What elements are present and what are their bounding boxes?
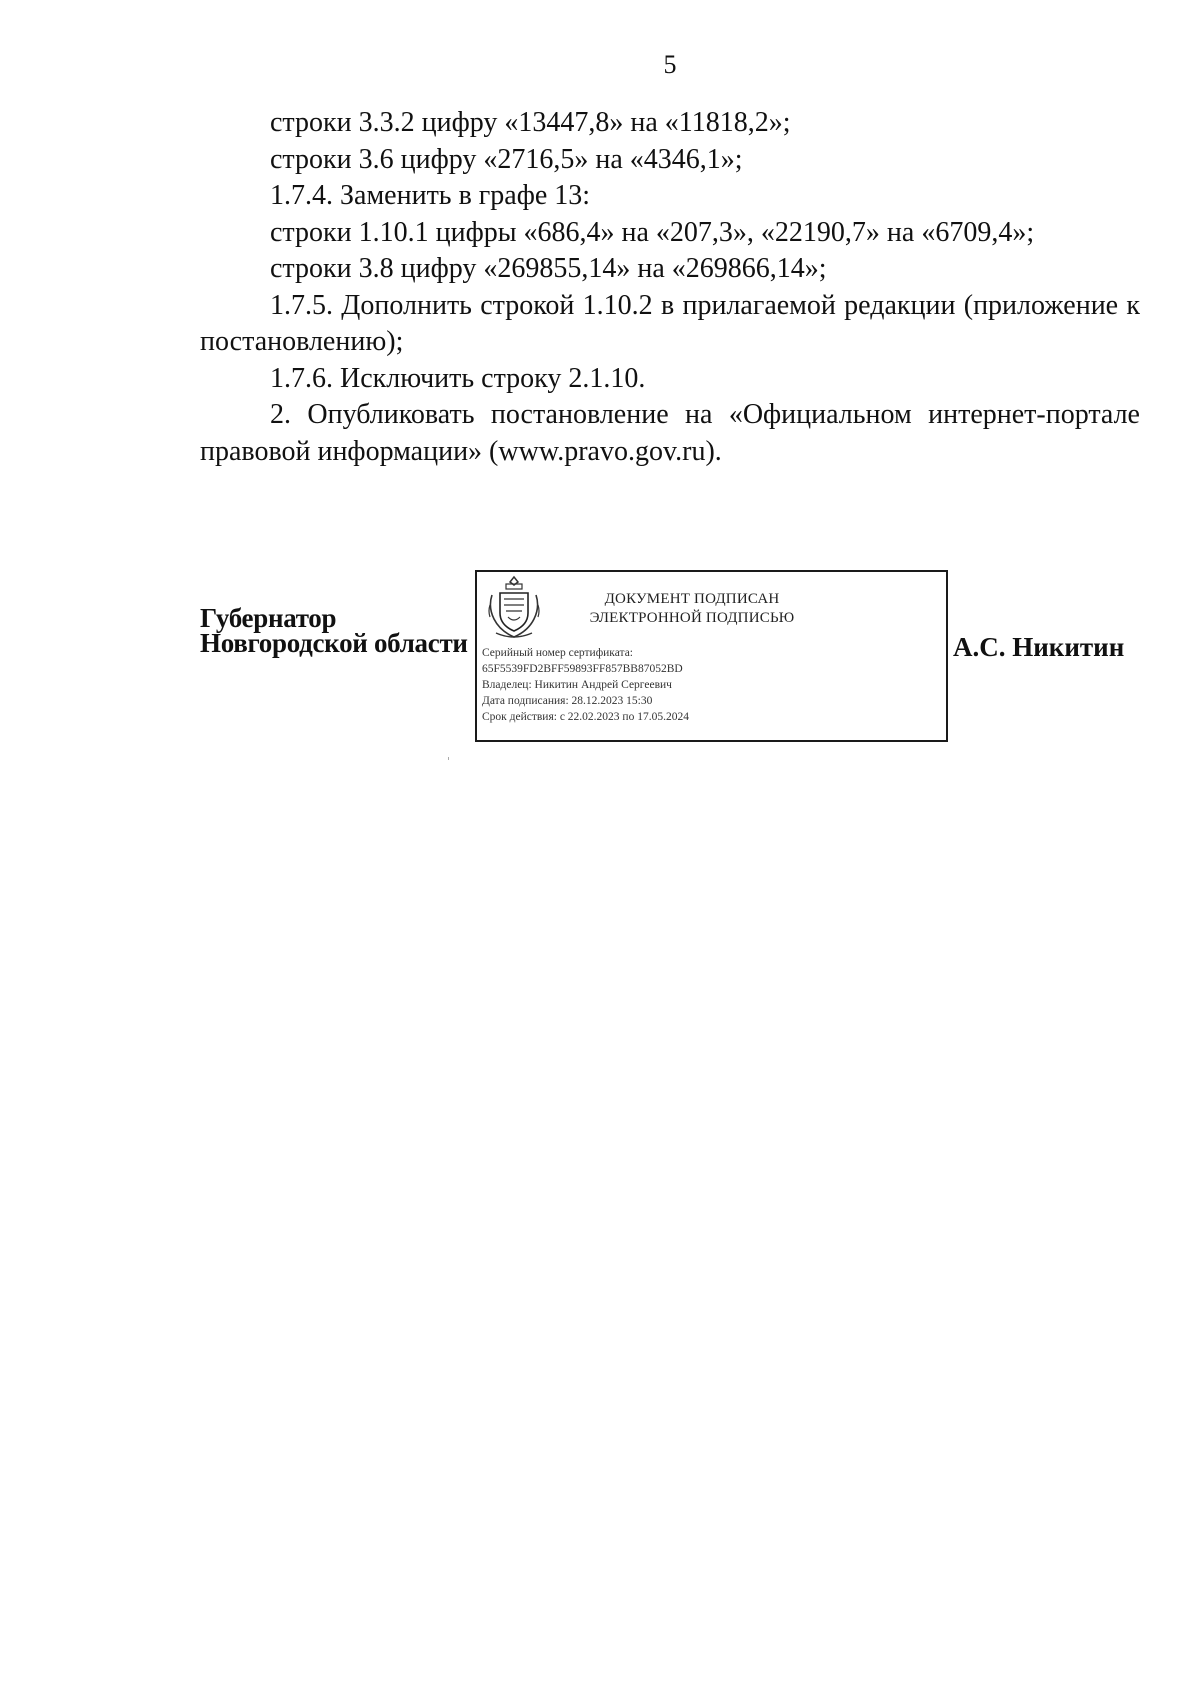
signatory-name: А.С. Никитин [953, 632, 1125, 662]
page-number: 5 [663, 50, 677, 79]
certificate-validity: Срок действия: с 22.02.2023 по 17.05.2024 [482, 711, 689, 723]
certificate-owner: Владелец: Никитин Андрей Сергеевич [482, 679, 672, 691]
stamp-heading-line: ДОКУМЕНТ ПОДПИСАН [604, 591, 780, 607]
stamp-heading-line: ЭЛЕКТРОННОЙ ПОДПИСЬЮ [589, 610, 795, 626]
electronic-signature-stamp [475, 570, 948, 742]
paragraph: 1.7.6. Исключить строку 2.1.10. [270, 362, 646, 394]
paragraph: 1.7.4. Заменить в графе 13: [270, 180, 591, 211]
paragraph: строки 3.8 цифру «269855,14» на «269866,14»; [270, 253, 827, 284]
signatory-position [200, 603, 468, 658]
paragraph: 2. Опубликовать постановление на «Официальном интернет-портале правовой информации» (www.pravo.gov.ru). [200, 399, 1140, 467]
certificate-serial-value: 65F5539FD2BFF59893FF857BB87052BD [482, 663, 683, 675]
paragraph: строки 1.10.1 цифры «686,4» на «207,3», «22190,7» на «6709,4»; [270, 216, 1035, 248]
stamp-heading [552, 590, 832, 628]
paragraph: строки 3.6 цифру «2716,5» на «4346,1»; [270, 143, 743, 175]
scan-speck [448, 757, 449, 760]
stamp-details [482, 645, 689, 725]
paragraph: строки 3.3.2 цифру «13447,8» на «11818,2»; [270, 107, 791, 138]
signatory-position-line: Новгородской области [200, 628, 468, 658]
signatory-position-line: Губернатор [200, 603, 337, 633]
signing-date: Дата подписания: 28.12.2023 15:30 [482, 695, 653, 707]
certificate-serial-label: Серийный номер сертификата: [482, 647, 633, 659]
document-body [200, 105, 1140, 470]
coat-of-arms-icon [486, 575, 542, 641]
paragraph: 1.7.5. Дополнить строкой 1.10.2 в прилагаемой редакции (приложение к постановлению); [200, 289, 1140, 357]
